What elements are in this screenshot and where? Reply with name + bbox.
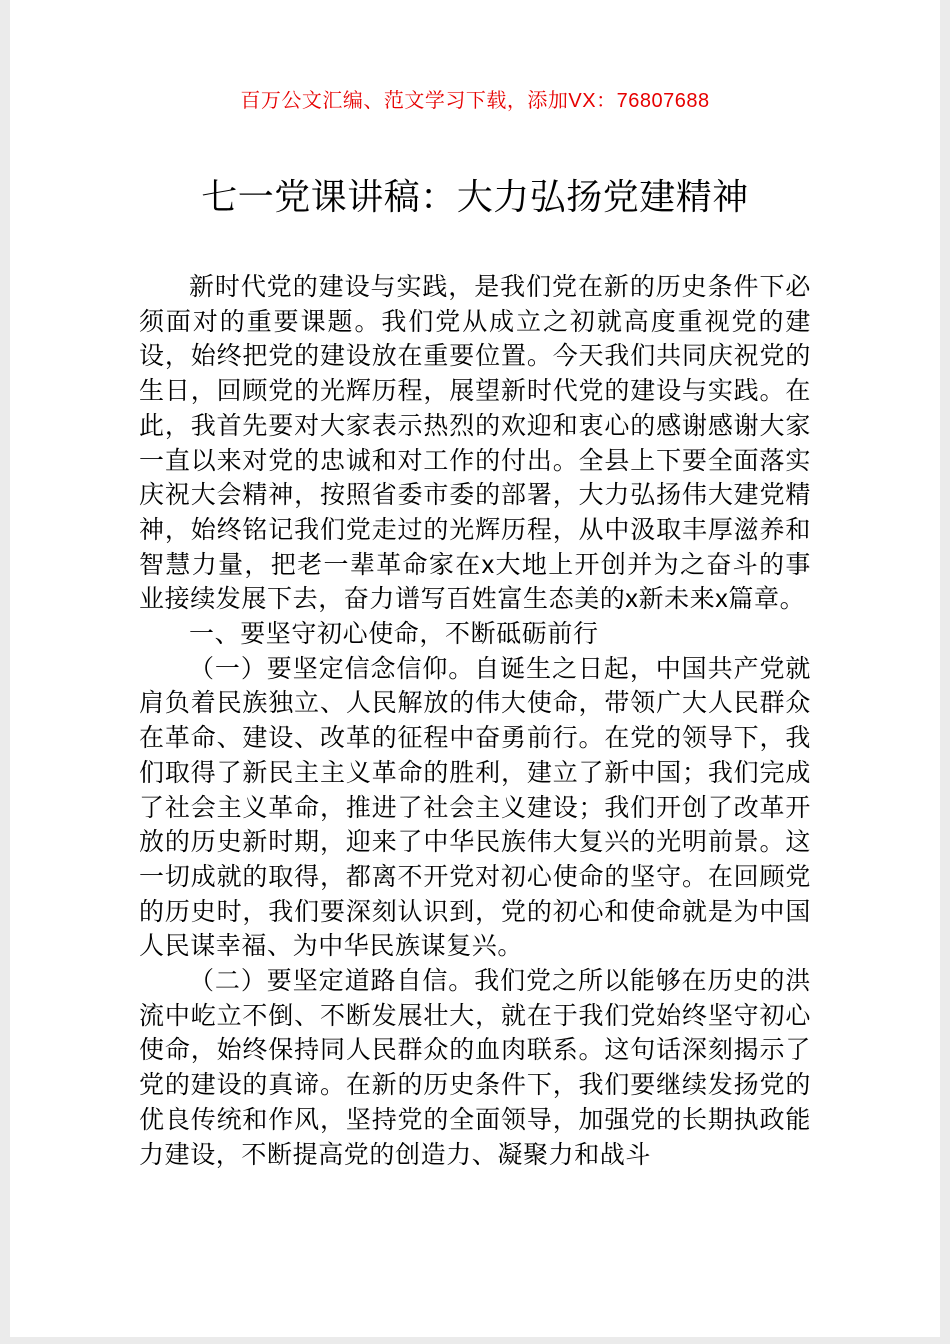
section-heading-1: 一、要坚守初心使命，不断砥砺前行: [189, 620, 599, 649]
document-title: 七一党课讲稿：大力弘扬党建精神: [201, 176, 749, 217]
promo-banner: 百万公文汇编、范文学习下载，添加VX：76807688: [240, 90, 710, 112]
paragraph-point-1: （一）要坚定信念信仰。自诞生之日起，中国共产党就肩负着民族独立、人民解放的伟大使命，带领广大人民群众在革命、建设、改革的征程中奋勇前行。在党的领导下，我们取得了新民主主义革命的胜利，建立了新中国；我们完成了社会主义革命，推进了社会主义建设；我们开创了改革开放的历史新时期，迎来了中华民族伟大复兴的光明前景。这一切成就的取得，都离不开党对初心使命的坚守。在回顾党的历史时，我们要深刻认识到，党的初心和使命就是为中国人民谋幸福、为中华民族谋复兴。: [139, 654, 811, 961]
paragraph-intro: 新时代党的建设与实践，是我们党在新的历史条件下必须面对的重要课题。我们党从成立之初就高度重视党的建设，始终把党的建设放在重要位置。今天我们共同庆祝党的生日，回顾党的光辉历程，展望新时代党的建设与实践。在此，我首先要对大家表示热烈的欢迎和衷心的感谢感谢大家一直以来对党的忠诚和对工作的付出。全县上下要全面落实庆祝大会精神，按照省委市委的部署，大力弘扬伟大建党精神，始终铭记我们党走过的光辉历程，从中汲取丰厚滋养和智慧力量，把老一辈革命家在x大地上开创并为之奋斗的事业接续发展下去，奋力谱写百姓富生态美的x新未来x篇章。: [139, 273, 811, 614]
document-page: [10, 0, 940, 1337]
document-body: [139, 270, 811, 1172]
paragraph-point-2: （二）要坚定道路自信。我们党之所以能够在历史的洪流中屹立不倒、不断发展壮大，就在于我们党始终坚守初心使命，始终保持同人民群众的血肉联系。这句话深刻揭示了党的建设的真谛。在新的历史条件下，我们要继续发扬党的优良传统和作风，坚持党的全面领导，加强党的长期执政能力建设，不断提高党的创造力、凝聚力和战斗: [139, 967, 811, 1169]
